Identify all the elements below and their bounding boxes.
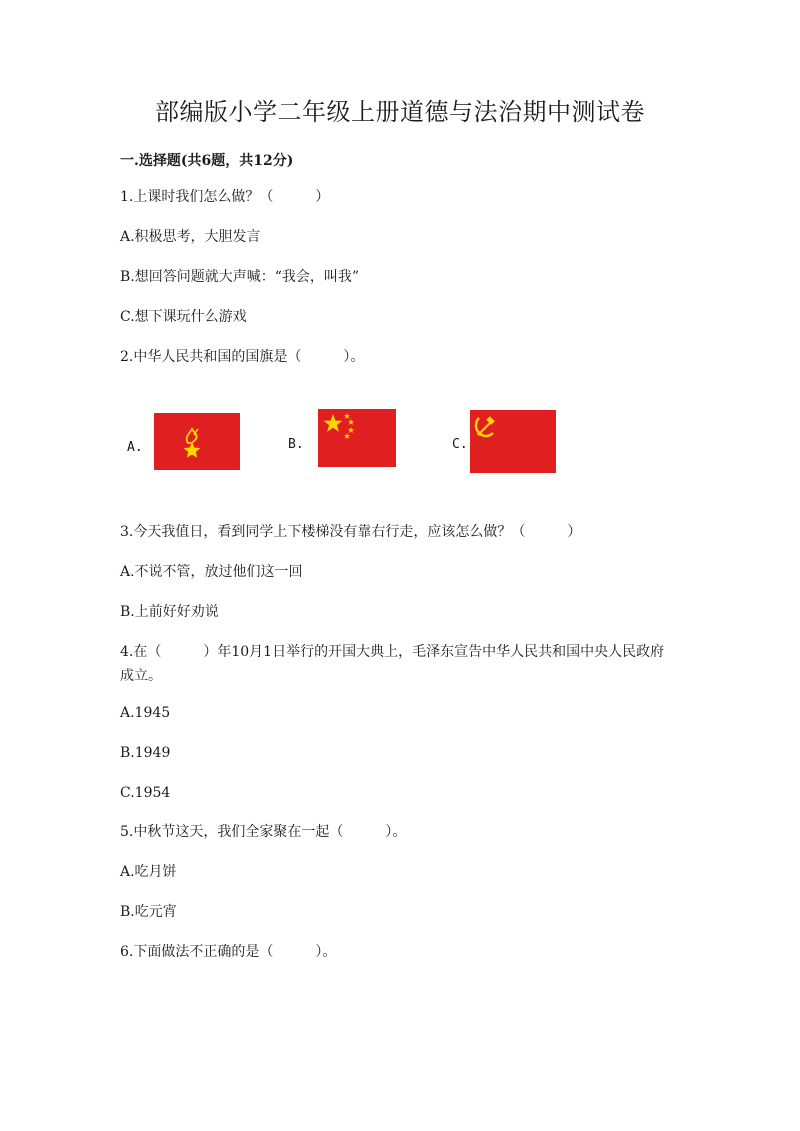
section-header: 一.选择题(共6题，共12分) (120, 153, 294, 169)
question-1-option-a[interactable]: A.积极思考，大胆发言 (120, 229, 261, 245)
question-4-option-a[interactable]: A.1945 (120, 705, 171, 721)
question-1-option-b[interactable]: B.想回答问题就大声喊：“我会，叫我” (120, 269, 360, 285)
question-3-option-a[interactable]: A.不说不管，放过他们这一回 (120, 564, 303, 580)
question-3-option-b[interactable]: B.上前好好劝说 (120, 604, 219, 620)
five-star-red-flag-icon[interactable] (318, 409, 396, 467)
question-6-stem: 6.下面做法不正确的是（ ）。 (120, 944, 337, 960)
question-5-option-b[interactable]: B.吃元宵 (120, 904, 177, 920)
young-pioneers-flag-icon[interactable] (154, 413, 240, 470)
flag-option-b-label[interactable]: B. (288, 437, 304, 452)
flag-options-row (0, 405, 800, 475)
question-4-stem: 4.在（ ）年10月1日举行的开国大典上，毛泽东宣告中华人民共和国中央人民政府成立。 (120, 644, 665, 684)
question-5-option-a[interactable]: A.吃月饼 (120, 864, 177, 880)
flag-option-c-label[interactable]: C. (452, 437, 468, 452)
question-3-stem: 3.今天我值日，看到同学上下楼梯没有靠右行走，应该怎么做？（ ） (120, 524, 582, 540)
question-2-stem: 2.中华人民共和国的国旗是（ ）。 (120, 349, 365, 365)
question-1-stem: 1.上课时我们怎么做？（ ） (120, 189, 330, 205)
question-4-option-c[interactable]: C.1954 (120, 785, 171, 801)
party-flag-icon[interactable] (470, 410, 556, 473)
question-1-option-c[interactable]: C.想下课玩什么游戏 (120, 309, 247, 325)
flag-option-a-label[interactable]: A. (127, 440, 143, 455)
page-title: 部编版小学二年级上册道德与法治期中测试卷 (155, 98, 645, 126)
question-5-stem: 5.中秋节这天，我们全家聚在一起（ ）。 (120, 824, 407, 840)
question-4-option-b[interactable]: B.1949 (120, 745, 171, 761)
